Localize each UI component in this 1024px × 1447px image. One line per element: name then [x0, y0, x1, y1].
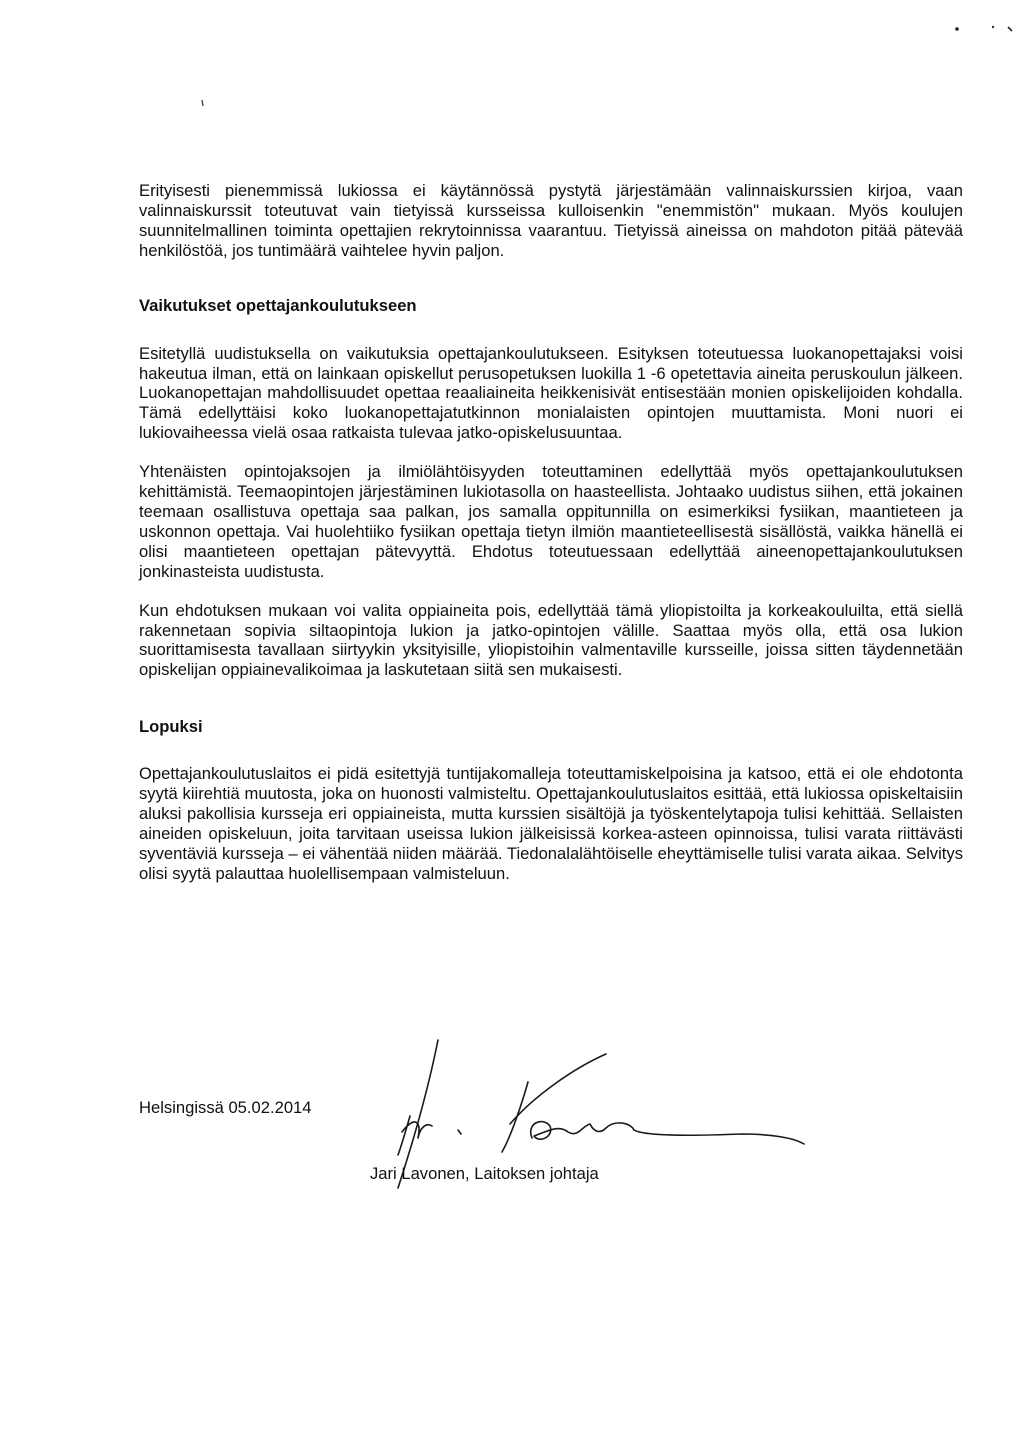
- paragraph-bridging-studies: Kun ehdotuksen mukaan voi valita oppiaineita pois, edellyttää tämä yliopistoilta ja korkeakouluilta, että siellä rakennetaan sopivia siltaopintoja lukion ja jatko-opintojen välille. Saattaa myös olla, että osa lukion suorittamisesta tavallaan siirtyykin yksityisille, yliopistoihin valmentaville kursseille, joissa sitten täydennetään opiskelijan oppiainevalikoimaa ja laskutetaan siitä sen mukaisesti.: [139, 600, 963, 680]
- scan-speck: [955, 27, 959, 31]
- scan-speck: [992, 26, 994, 28]
- signer-name-title: Jari Lavonen, Laitoksen johtaja: [370, 1164, 599, 1183]
- scan-speck: [1008, 27, 1012, 31]
- document-body: [139, 181, 963, 884]
- paragraph-phenomenon-based-study: Yhtenäisten opintojaksojen ja ilmiölähtöisyyden toteuttaminen edellyttää myös opettajankoulutuksen kehittämistä. Teemaopintojen järjestäminen lukiotasolla on haasteellista. Johtaako uudistus siihen, että jokainen teemaan osallistuva opettaja saa palkan, jos samalla oppitunnilla on esimerkiksi fysiikan, maantieteen ja uskonnon opettaja. Vai huolehtiiko fysiikan opettaja tietyn ilmiön maantieteellisestä sisällöstä, vaikka hänellä ei olisi maantieteen opettajan pätevyyttä. Ehdotus toteutuessaan edellyttää aineenopettajankoulutuksen jonkinasteista uudistusta.: [139, 462, 963, 581]
- heading-conclusion: Lopuksi: [139, 717, 203, 737]
- paragraph-conclusion: Opettajankoulutuslaitos ei pidä esitettyjä tuntijakomalleja toteuttamiskelpoisina ja katsoo, että ei ole ehdotonta syytä kiirehtiä muutosta, joka on huonosti valmisteltu. Opettajankoulutuslaitos esittää, että lukiossa opiskeltaisiin aluksi pakollisia kursseja eri oppiaineista, mutta kurssien sisältöjä ja työskentelytapoja tulisi kehittää. Sellaisten aineiden opiskeluun, joita tarvitaan useissa lukion jälkeisissä korkea-asteen opinnoissa, tulisi varata riittävästi syventäviä kursseja – ei vähentää niiden määrää. Tiedonalalähtöiselle eheyttämiselle tulisi varata aikaa. Selvitys olisi syytä palauttaa huolellisempaan valmisteluun.: [139, 764, 963, 883]
- scan-specks: [0, 0, 1024, 140]
- paragraph-curriculum-variety: Erityisesti pienemmissä lukiossa ei käytännössä pystytä järjestämään valinnaiskurssien kirjoa, vaan valinnaiskurssit toteutuvat vain tietyissä kursseissa kulloisenkin "enemmistön" mukaan. Myös koulujen suunnitelmallinen toiminta opettajien rekrytoinnissa vaarantuu. Tietyissä aineissa on mahdoton pitää pätevää henkilöstöä, jos tuntimäärä vaihtelee hyvin paljon.: [139, 181, 963, 260]
- heading-teacher-education-impact: Vaikutukset opettajankoulutukseen: [139, 295, 417, 315]
- paragraph-class-teacher-impact: Esitetyllä uudistuksella on vaikutuksia opettajankoulutukseen. Esityksen toteutuessa luokanopettajaksi voisi hakeutua ilman, että on lainkaan opiskellut perusopetuksen luokilla 1 -6 opetettavia aineita peruskoulun jälkeen. Luokanopettajan mahdollisuudet opettaa reaaliaineita heikkenisivät entisestään monien opiskelijoiden kohdalla. Tämä edellyttäisi koko luokanopettajatutkinnon monialaisten opintojen muuttamista. Moni nuori ei lukiovaiheessa vielä osaa ratkaista tulevaa jatko-opiskelusuuntaa.: [139, 343, 963, 443]
- scan-speck: [202, 100, 203, 106]
- place-and-date: Helsingissä 05.02.2014: [139, 1098, 312, 1117]
